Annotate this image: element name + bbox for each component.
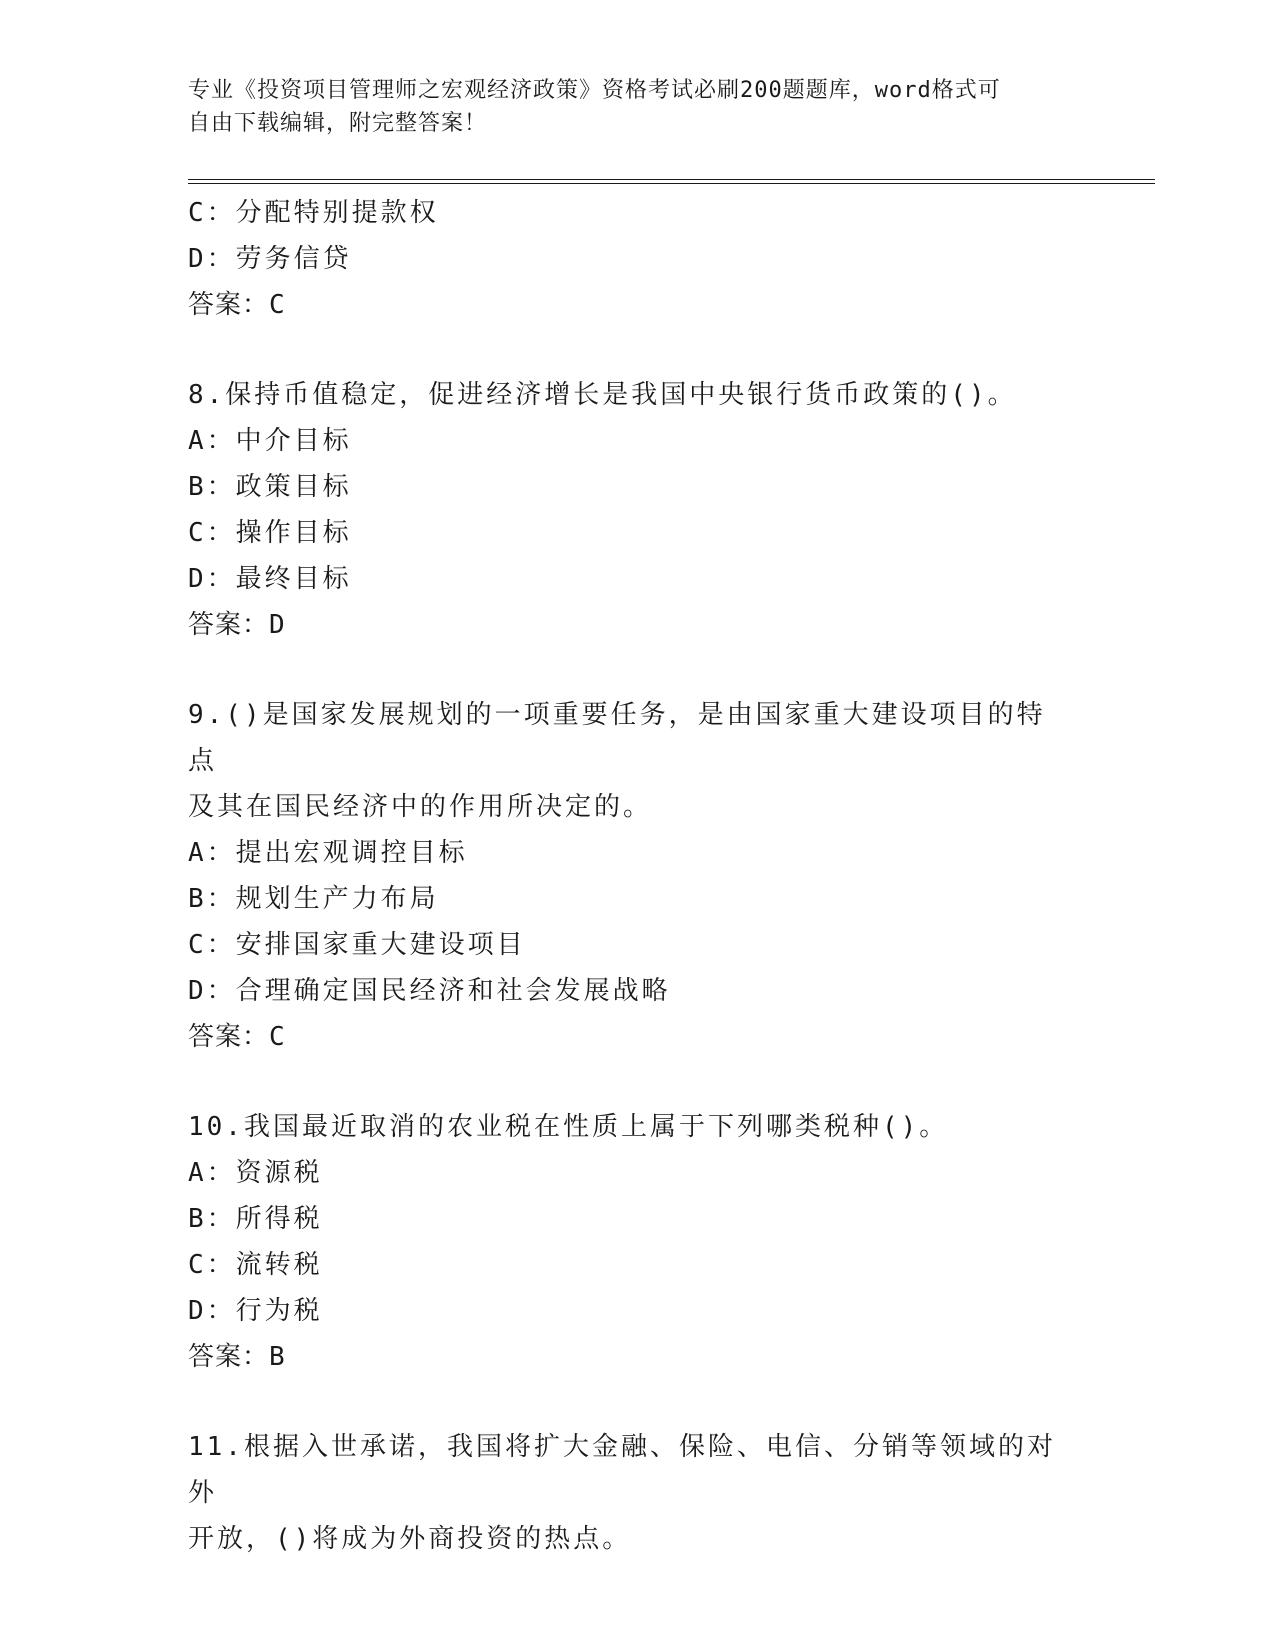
question-list — [188, 190, 1088, 1562]
option-d: D：劳务信贷 — [188, 244, 352, 274]
header-divider — [188, 179, 1155, 184]
question-text-line-1: 11.根据入世承诺，我国将扩大金融、保险、电信、分销等领域的对外 — [188, 1432, 1056, 1508]
answer-value: C — [269, 290, 286, 320]
header-line-2: 自由下载编辑，附完整答案！ — [188, 111, 488, 136]
answer-label: 答案： — [188, 1022, 270, 1052]
question-text-line-2: 开放，()将成为外商投资的热点。 — [188, 1524, 632, 1554]
answer-label: 答案： — [188, 1342, 270, 1372]
document-header — [188, 74, 1088, 140]
question-block-carry-over — [188, 190, 1088, 328]
option-a: A：资源税 — [188, 1158, 323, 1188]
option-c: C：安排国家重大建设项目 — [188, 930, 526, 960]
option-d: D：行为税 — [188, 1296, 323, 1326]
question-block-10 — [188, 1104, 1088, 1380]
option-d: D：最终目标 — [188, 564, 352, 594]
answer-label: 答案： — [188, 290, 270, 320]
option-d: D：合理确定国民经济和社会发展战略 — [188, 976, 671, 1006]
option-a: A：中介目标 — [188, 426, 352, 456]
answer-line — [188, 1014, 1088, 1060]
option-c: C：操作目标 — [188, 518, 352, 548]
header-line-1: 专业《投资项目管理师之宏观经济政策》资格考试必刷200题题库，word格式可 — [188, 78, 1001, 103]
option-a: A：提出宏观调控目标 — [188, 838, 468, 868]
option-b: B：规划生产力布局 — [188, 884, 439, 914]
answer-line — [188, 602, 1088, 648]
question-text: 8.保持币值稳定，促进经济增长是我国中央银行货币政策的()。 — [188, 380, 1017, 410]
question-block-9 — [188, 692, 1088, 1060]
question-text-line-1: 9.()是国家发展规划的一项重要任务，是由国家重大建设项目的特点 — [188, 700, 1046, 776]
question-block-11 — [188, 1424, 1088, 1562]
option-b: B：政策目标 — [188, 472, 352, 502]
question-text: 10.我国最近取消的农业税在性质上属于下列哪类税种()。 — [188, 1112, 949, 1142]
question-block-8 — [188, 372, 1088, 648]
question-text-line-2: 及其在国民经济中的作用所决定的。 — [188, 792, 653, 822]
option-c: C：流转税 — [188, 1250, 323, 1280]
option-b: B：所得税 — [188, 1204, 323, 1234]
option-c: C：分配特别提款权 — [188, 198, 439, 228]
answer-line — [188, 282, 1088, 328]
answer-line — [188, 1334, 1088, 1380]
answer-label: 答案： — [188, 610, 270, 640]
answer-value: D — [269, 610, 286, 640]
answer-value: B — [269, 1342, 286, 1372]
answer-value: C — [269, 1022, 286, 1052]
